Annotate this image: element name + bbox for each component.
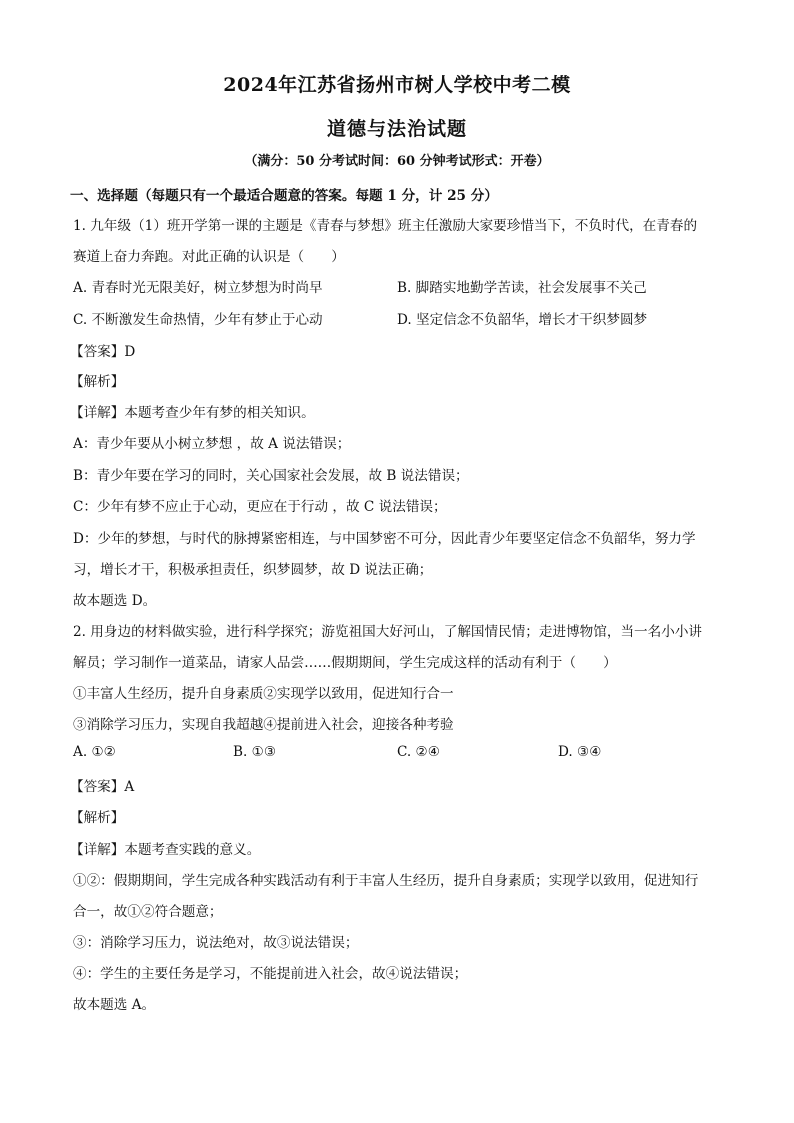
q2-items-line2: ③消除学习压力，实现自我超越④提前进入社会，迎接各种考验 [73,717,454,733]
q1-option-c: C. 不断激发生命热情，少年有梦止于心动 [73,312,323,328]
q2-explain-12-line2: 合一，故①②符合题意； [73,904,223,920]
q2-conclusion: 故本题选 A。 [73,997,156,1013]
exam-title: 2024年江苏省扬州市树人学校中考二模 [223,74,571,96]
q2-analysis-label: 【解析】 [70,810,125,826]
q2-option-b: B. ①③ [233,744,277,760]
q1-explain-c: C：少年有梦不应止于心动，更应在于行动 ，故 C 说法错误； [73,499,447,515]
q2-stem-line1: 2. 用身边的材料做实验，进行科学探究；游览祖国大好河山，了解国情民情；走进博物馆，当一名小小讲 [73,624,703,640]
q1-answer: 【答案】D [70,344,136,360]
q2-explain-12-line1: ①②：假期期间，学生完成各种实践活动有利于丰富人生经历，提升自身素质；实现学以致用，促进知行 [73,873,699,889]
q2-explain-4: ④：学生的主要任务是学习，不能提前进入社会，故④说法错误； [73,966,468,982]
q2-option-a: A. ①② [73,744,116,760]
q1-explain-a: A：青少年要从小树立梦想 ，故 A 说法错误； [73,436,351,452]
subject-title: 道德与法治试题 [326,118,467,140]
q2-option-d: D. ③④ [558,744,602,760]
q1-detail: 【详解】本题考查少年有梦的相关知识。 [70,405,315,421]
q1-option-d: D. 坚定信念不负韶华，增长才干织梦圆梦 [397,312,648,328]
exam-info: （满分：50 分考试时间：60 分钟考试形式：开卷） [244,154,550,169]
q2-option-c: C. ②④ [397,744,440,760]
q1-conclusion: 故本题选 D。 [73,593,157,609]
section-heading: 一、选择题（每题只有一个最适合题意的答案。每题 1 分，计 25 分） [70,188,498,204]
q1-explain-d-line1: D：少年的梦想，与时代的脉搏紧密相连，与中国梦密不可分，因此青少年要坚定信念不负韶华，努力学 [73,531,696,547]
q1-option-a: A. 青春时光无限美好，树立梦想为时尚早 [73,280,323,296]
q1-option-b: B. 脚踏实地勤学苦读，社会发展事不关己 [397,280,647,296]
q2-stem-line2: 解员；学习制作一道菜品，请家人品尝……假期期间，学生完成这样的活动有利于（ ） [73,655,617,671]
q1-stem-line2: 赛道上奋力奔跑。对此正确的认识是（ ） [73,249,345,265]
q2-items-line1: ①丰富人生经历，提升自身素质②实现学以致用，促进知行合一 [73,686,454,702]
q1-explain-b: B：青少年要在学习的同时，关心国家社会发展，故 B 说法错误； [73,468,469,484]
q1-stem-line1: 1. 九年级（1）班开学第一课的主题是《青春与梦想》班主任激励大家要珍惜当下，不负时代，在青春的 [73,218,698,234]
q2-explain-3: ③：消除学习压力，说法绝对，故③说法错误； [73,935,359,951]
q1-explain-d-line2: 习，增长才干，积极承担责任，织梦圆梦，故 D 说法正确； [73,562,433,578]
q1-analysis-label: 【解析】 [70,374,125,390]
q2-detail: 【详解】本题考查实践的意义。 [70,842,261,858]
q2-answer: 【答案】A [70,779,135,795]
